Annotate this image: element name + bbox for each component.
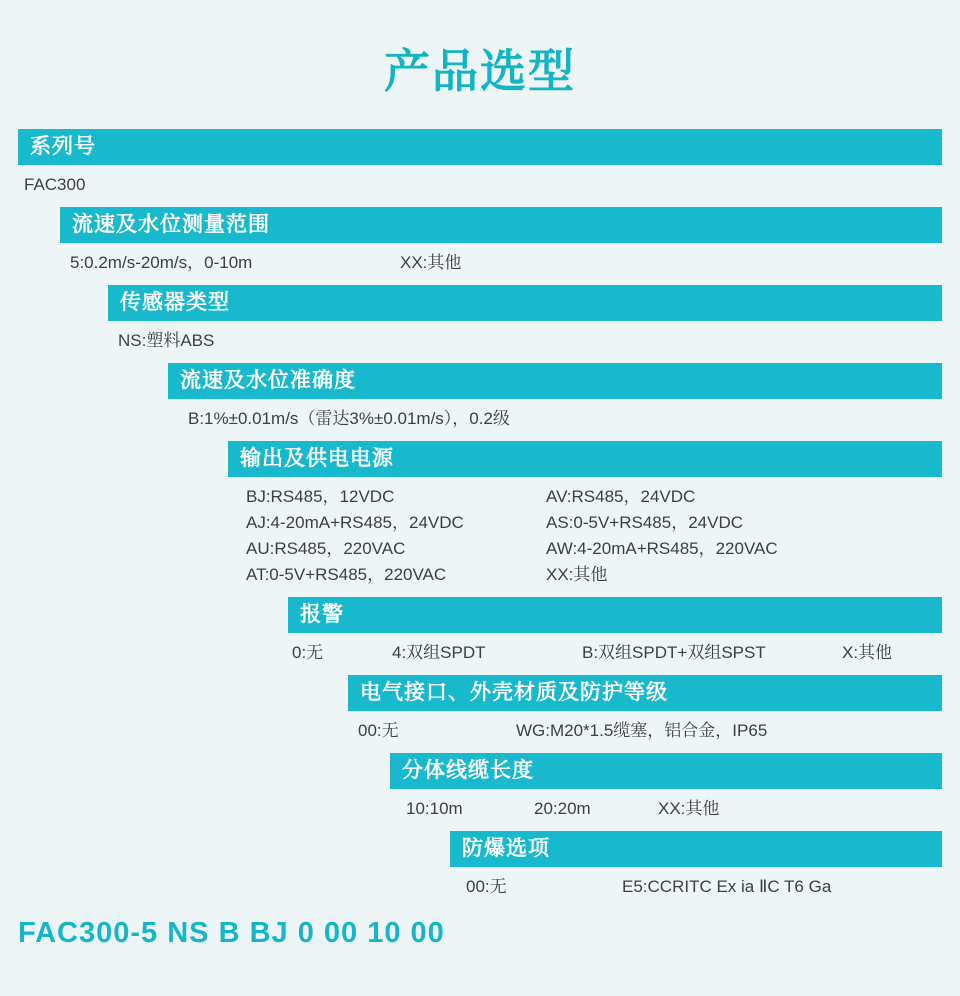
option-item: AV:RS485，24VDC xyxy=(546,487,696,507)
section-options xyxy=(246,477,960,595)
section-sensor-type xyxy=(0,285,960,361)
section-alarm xyxy=(0,597,960,673)
section-options xyxy=(466,867,960,907)
section-header: 流速及水位测量范围 xyxy=(60,207,942,243)
option-item: AJ:4-20mA+RS485，24VDC xyxy=(246,513,464,533)
option-item: WG:M20*1.5缆塞，铝合金，IP65 xyxy=(516,721,768,741)
section-header: 电气接口、外壳材质及防护等级 xyxy=(348,675,942,711)
section-header: 流速及水位准确度 xyxy=(168,363,942,399)
option-item: AU:RS485，220VAC xyxy=(246,539,406,559)
section-options xyxy=(292,633,960,673)
option-item: 10:10m xyxy=(406,799,463,819)
section-explosion-proof-option xyxy=(0,831,960,907)
option-item: AS:0-5V+RS485，24VDC xyxy=(546,513,744,533)
option-row xyxy=(246,510,960,536)
section-options xyxy=(358,711,960,751)
option-row xyxy=(70,250,960,276)
option-item: 20:20m xyxy=(534,799,591,819)
option-item: E5:CCRITC Ex ia ⅡC T6 Ga xyxy=(622,877,832,897)
option-item: BJ:RS485，12VDC xyxy=(246,487,395,507)
option-item: AW:4-20mA+RS485，220VAC xyxy=(546,539,778,559)
option-item: 0:无 xyxy=(292,643,324,663)
section-header: 防爆选项 xyxy=(450,831,942,867)
section-header: 报警 xyxy=(288,597,942,633)
option-item: XX:其他 xyxy=(658,799,720,819)
section-header: 传感器类型 xyxy=(108,285,942,321)
option-item: AT:0-5V+RS485，220VAC xyxy=(246,565,447,585)
section-options xyxy=(70,243,960,283)
option-row xyxy=(118,328,960,354)
section-series-number xyxy=(0,129,960,205)
option-item: XX:其他 xyxy=(546,565,608,585)
option-row xyxy=(188,406,960,432)
option-item: XX:其他 xyxy=(400,253,462,273)
option-item: B:双组SPDT+双组SPST xyxy=(582,643,766,663)
page-title: 产品选型 xyxy=(384,45,576,97)
option-row xyxy=(406,796,960,822)
option-item: NS:塑料ABS xyxy=(118,331,215,351)
section-options xyxy=(24,165,960,205)
option-item: 00:无 xyxy=(358,721,399,741)
section-electrical-interface-housing-protection xyxy=(0,675,960,751)
section-options xyxy=(118,321,960,361)
section-header: 输出及供电电源 xyxy=(228,441,942,477)
section-split-cable-length xyxy=(0,753,960,829)
example-model-code: FAC300-5 NS B BJ 0 00 10 00 xyxy=(18,917,445,949)
option-row xyxy=(466,874,960,900)
option-item: 4:双组SPDT xyxy=(392,643,486,663)
section-options xyxy=(188,399,960,439)
option-row xyxy=(246,562,960,588)
option-item: B:1%±0.01m/s（雷达3%±0.01m/s），0.2级 xyxy=(188,409,510,429)
option-row xyxy=(246,484,960,510)
option-row xyxy=(358,718,960,744)
section-header: 系列号 xyxy=(18,129,942,165)
section-header: 分体线缆长度 xyxy=(390,753,942,789)
section-output-and-power xyxy=(0,441,960,595)
option-row xyxy=(24,172,960,198)
option-item: FAC300 xyxy=(24,175,86,195)
option-item: X:其他 xyxy=(842,643,893,663)
section-accuracy xyxy=(0,363,960,439)
option-item: 00:无 xyxy=(466,877,507,897)
option-row xyxy=(292,640,960,666)
option-row xyxy=(246,536,960,562)
section-flow-and-level-range xyxy=(0,207,960,283)
option-item: 5:0.2m/s-20m/s，0-10m xyxy=(70,253,253,273)
section-options xyxy=(406,789,960,829)
